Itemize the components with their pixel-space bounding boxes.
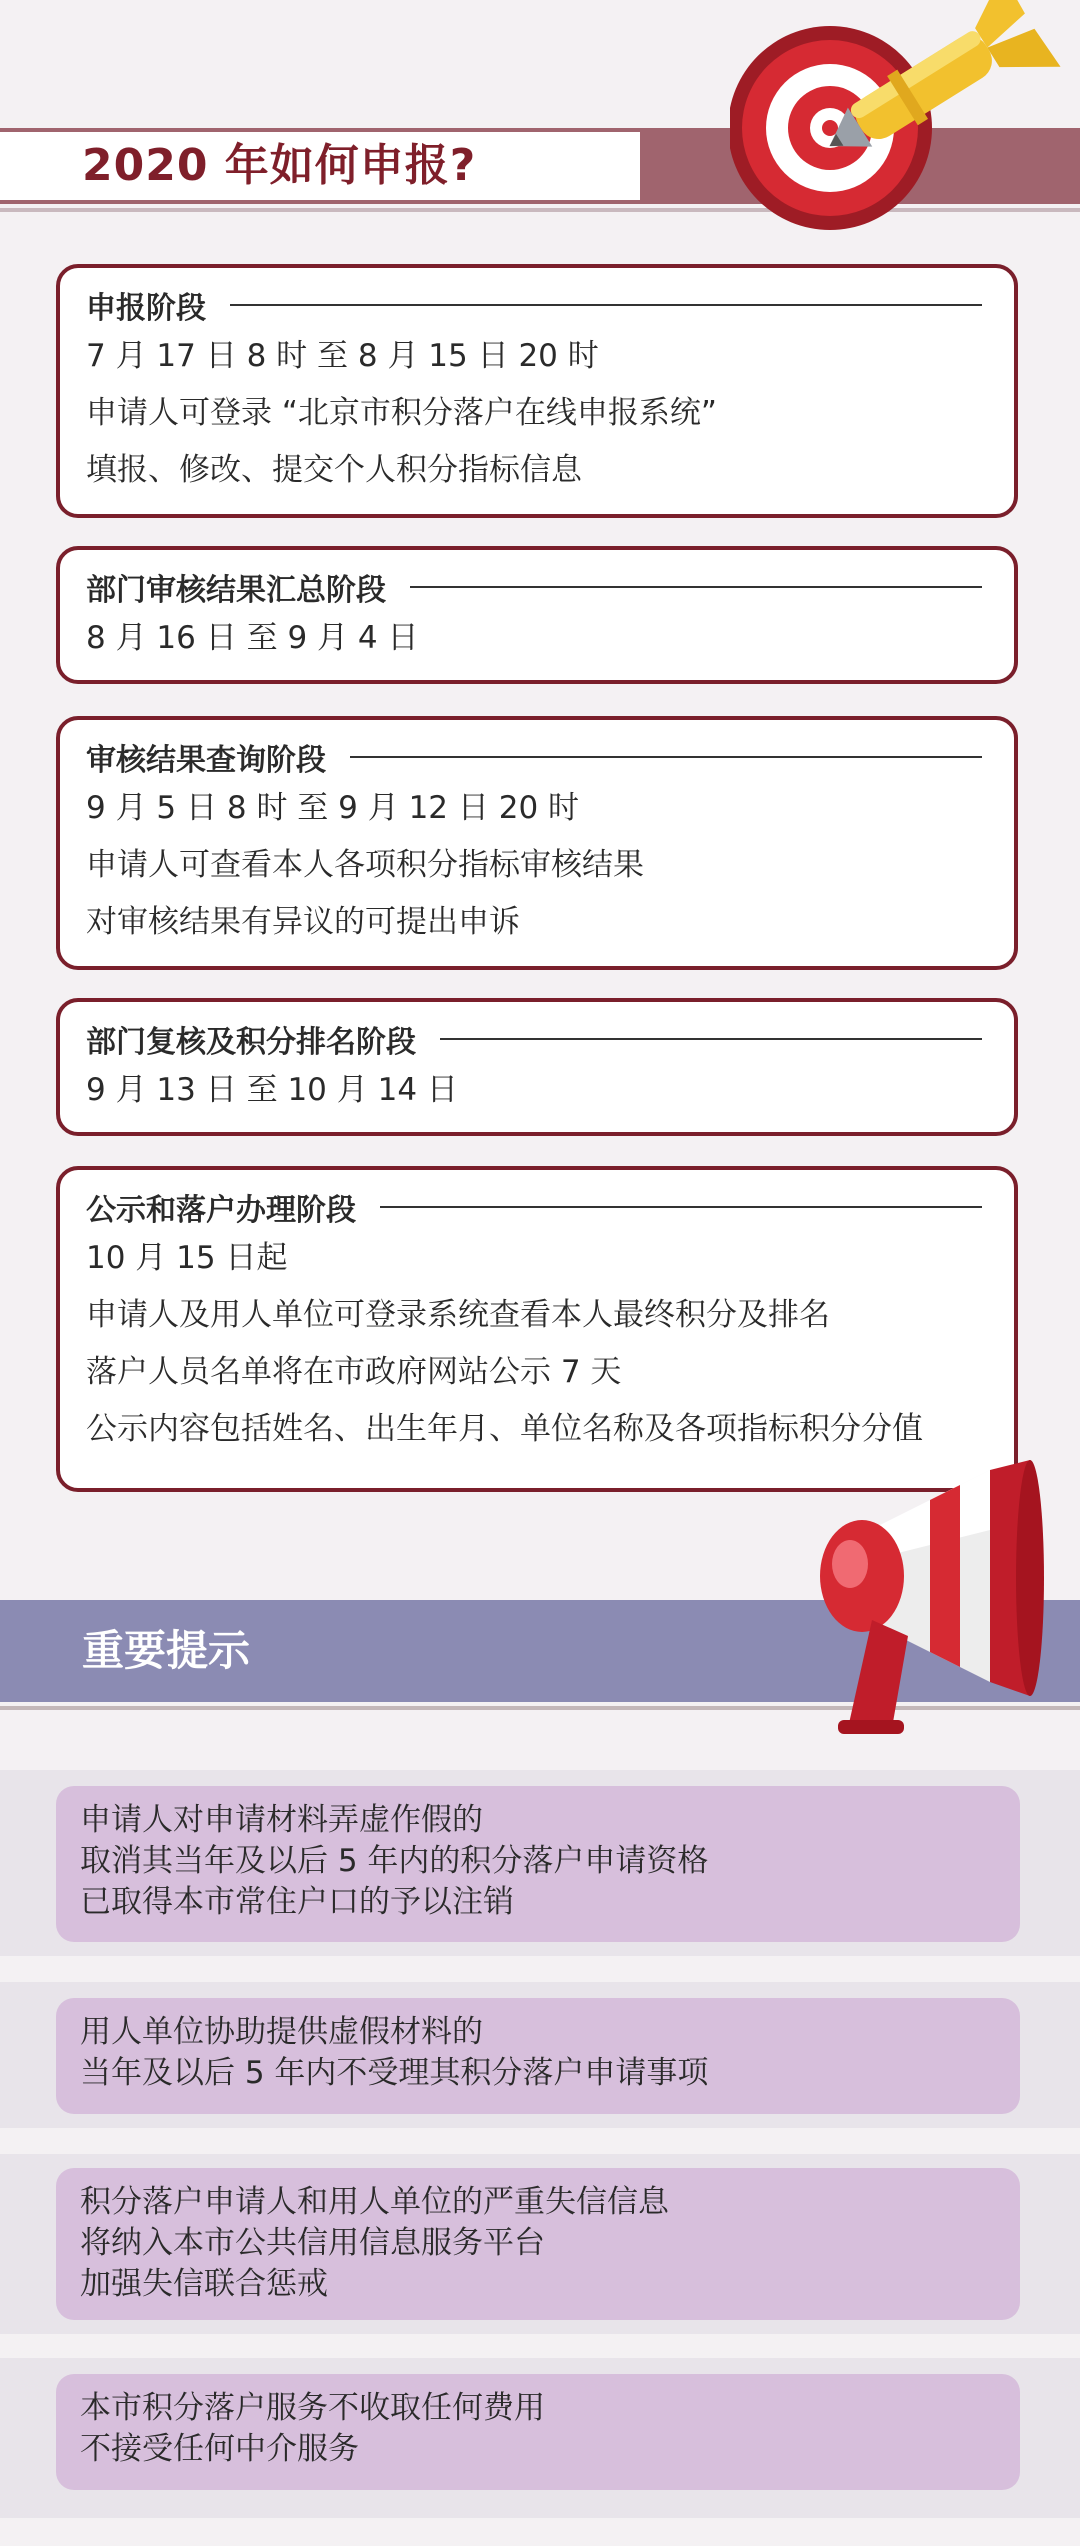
stage-line: 申请人可登录 “北京市积分落户在线申报系统” (86, 395, 717, 431)
tip-card (56, 2374, 1020, 2490)
stage-title: 申报阶段 (86, 291, 206, 326)
tip-line: 积分落户申请人和用人单位的严重失信信息 (80, 2184, 669, 2220)
tip-line: 取消其当年及以后 5 年内的积分落户申请资格 (80, 1843, 709, 1879)
stage-line: 10 月 15 日起 (86, 1240, 288, 1276)
tip-line: 已取得本市常住户口的予以注销 (80, 1884, 514, 1920)
stage-card-review-summary (56, 546, 1018, 684)
stage-line: 填报、修改、提交个人积分指标信息 (86, 452, 582, 488)
stage-title: 公示和落户办理阶段 (86, 1193, 356, 1228)
tips-title: 重要提示 (82, 1626, 251, 1675)
tip-line: 本市积分落户服务不收取任何费用 (80, 2390, 545, 2426)
stage-title: 部门审核结果汇总阶段 (86, 573, 386, 608)
tip-line: 将纳入本市公共信用信息服务平台 (80, 2225, 545, 2261)
stage-title: 审核结果查询阶段 (86, 743, 326, 778)
stage-line: 公示内容包括姓名、出生年月、单位名称及各项指标积分分值 (86, 1411, 923, 1447)
stage-rule (380, 1206, 982, 1208)
tip-line: 不接受任何中介服务 (80, 2431, 359, 2467)
tip-line: 当年及以后 5 年内不受理其积分落户申请事项 (80, 2055, 709, 2091)
tip-card (56, 1786, 1020, 1942)
stage-card-recheck-ranking (56, 998, 1018, 1136)
stage-line: 申请人及用人单位可登录系统查看本人最终积分及排名 (86, 1297, 830, 1333)
stage-line: 7 月 17 日 8 时 至 8 月 15 日 20 时 (86, 338, 599, 374)
tip-line: 申请人对申请材料弄虚作假的 (80, 1802, 483, 1838)
stage-line: 9 月 13 日 至 10 月 14 日 (86, 1072, 458, 1108)
page-title: 2020 年如何申报? (82, 140, 477, 191)
megaphone-icon (780, 1460, 1080, 1740)
tip-line: 加强失信联合惩戒 (80, 2266, 328, 2302)
stage-card-declaration (56, 264, 1018, 518)
stage-card-publicity (56, 1166, 1018, 1492)
target-icon (730, 0, 1080, 260)
stage-title: 部门复核及积分排名阶段 (86, 1025, 416, 1060)
stage-rule (440, 1038, 982, 1040)
stage-rule (230, 304, 982, 306)
stage-line: 落户人员名单将在市政府网站公示 7 天 (86, 1354, 622, 1390)
stage-line: 8 月 16 日 至 9 月 4 日 (86, 620, 419, 656)
stage-line: 对审核结果有异议的可提出申诉 (86, 904, 520, 940)
stage-rule (410, 586, 982, 588)
stage-line: 申请人可查看本人各项积分指标审核结果 (86, 847, 644, 883)
tip-card (56, 1998, 1020, 2114)
tip-line: 用人单位协助提供虚假材料的 (80, 2014, 483, 2050)
tip-card (56, 2168, 1020, 2320)
stage-line: 9 月 5 日 8 时 至 9 月 12 日 20 时 (86, 790, 580, 826)
stage-card-result-query (56, 716, 1018, 970)
stage-rule (350, 756, 982, 758)
